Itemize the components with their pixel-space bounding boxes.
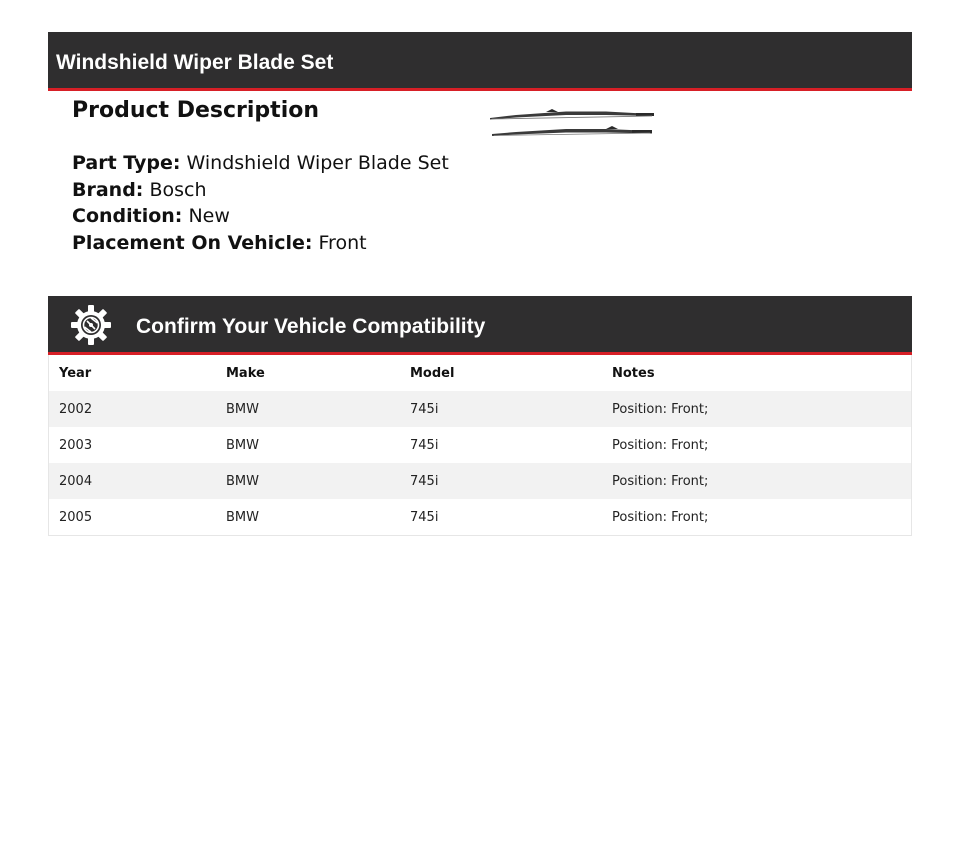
- spec-list: [72, 150, 492, 256]
- wiper-blade-product-image: [486, 104, 658, 140]
- column-header-year: Year: [59, 365, 92, 381]
- product-description-section: [72, 96, 492, 256]
- cell-year: 2002: [59, 401, 93, 417]
- compatibility-bar: [48, 296, 912, 355]
- spec-row-brand: [72, 177, 492, 204]
- compatibility-title: Confirm Your Vehicle Compatibility: [136, 315, 486, 338]
- spec-row-part-type: [72, 150, 492, 177]
- title-bar: [48, 32, 912, 91]
- cell-make: BMW: [226, 401, 259, 417]
- spec-value: Front: [318, 231, 367, 254]
- cell-model: 745i: [410, 401, 439, 417]
- cell-year: 2003: [59, 437, 93, 453]
- cell-notes: Position: Front;: [612, 401, 709, 417]
- spec-value: Bosch: [149, 178, 207, 201]
- spec-value: New: [188, 205, 230, 227]
- table-row: [49, 391, 912, 427]
- spec-label: Placement On Vehicle:: [72, 231, 313, 254]
- cell-model: 745i: [410, 509, 439, 525]
- cell-year: 2005: [59, 509, 93, 525]
- cell-year: 2004: [59, 473, 93, 489]
- column-header-model: Model: [410, 365, 455, 381]
- compatibility-table: [48, 355, 912, 536]
- spec-label: Condition:: [72, 205, 183, 227]
- spec-row-placement: [72, 230, 492, 257]
- spec-label: Part Type:: [72, 152, 181, 174]
- page-title: Windshield Wiper Blade Set: [56, 51, 334, 74]
- cell-make: BMW: [226, 437, 259, 453]
- spec-row-condition: [72, 203, 492, 230]
- table-row: [49, 499, 912, 536]
- table-row: [49, 463, 912, 499]
- table-header-row: [49, 355, 912, 391]
- cell-notes: Position: Front;: [612, 509, 709, 525]
- cell-model: 745i: [410, 473, 439, 489]
- cell-make: BMW: [226, 509, 259, 525]
- cell-make: BMW: [226, 473, 259, 489]
- gear-icon: [70, 304, 112, 346]
- column-header-make: Make: [226, 365, 265, 381]
- cell-notes: Position: Front;: [612, 437, 709, 453]
- cell-model: 745i: [410, 437, 439, 453]
- table-row: [49, 427, 912, 463]
- spec-value: Windshield Wiper Blade Set: [186, 152, 449, 174]
- product-description-heading: Product Description: [72, 98, 320, 123]
- column-header-notes: Notes: [612, 365, 655, 381]
- spec-label: Brand:: [72, 178, 144, 201]
- cell-notes: Position: Front;: [612, 473, 709, 489]
